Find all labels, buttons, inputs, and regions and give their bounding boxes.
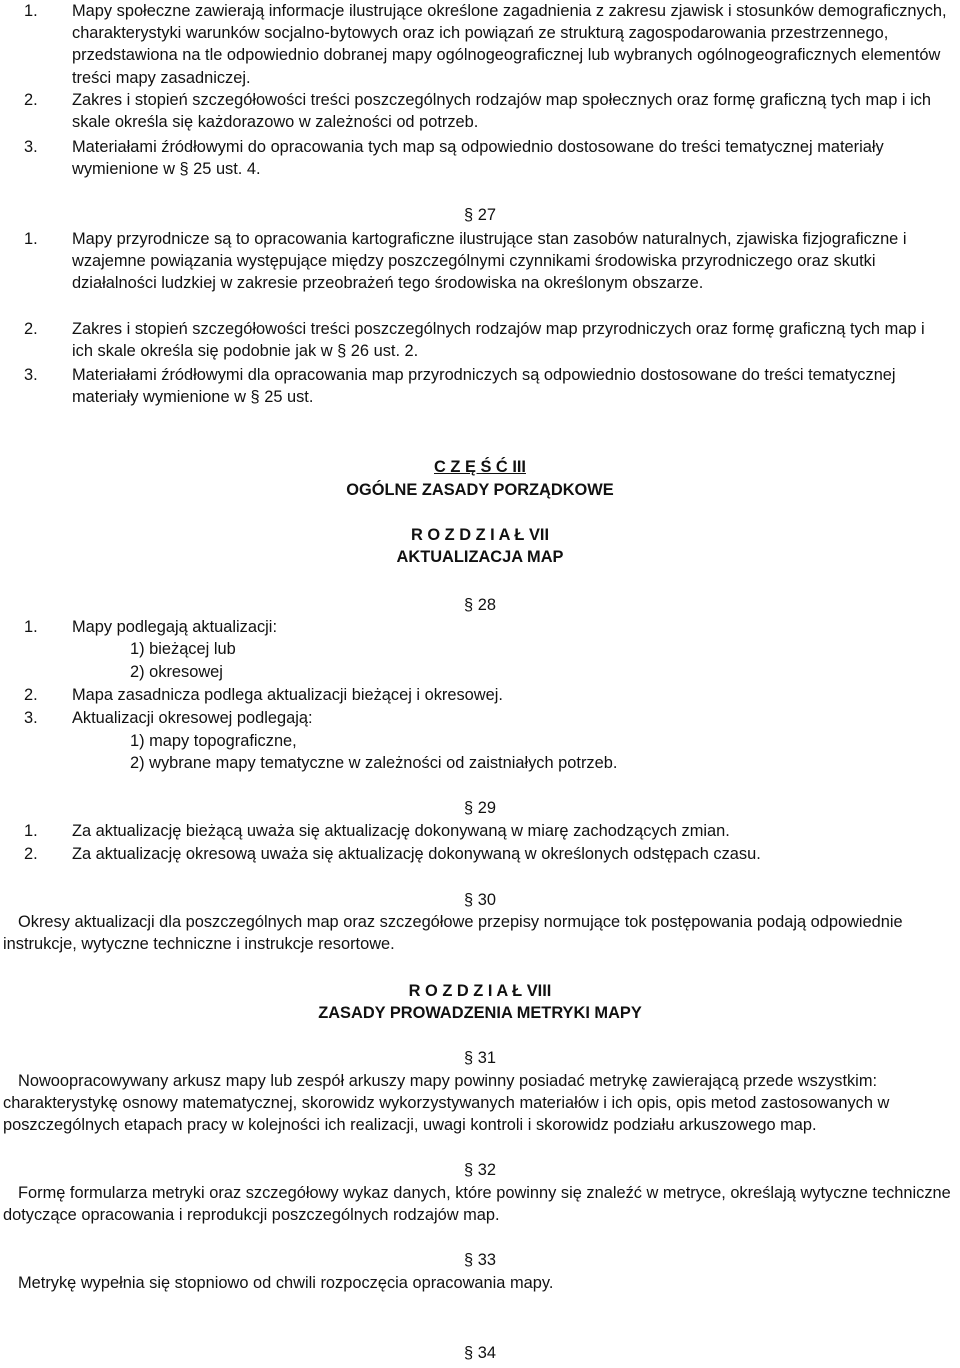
section-label-29: § 29 <box>464 799 496 817</box>
art32-paragraph: Formę formularza metryki oraz szczegółowy wykaz danych, które powinny się znaleźć w metryce, określają wytyczne techniczne dotyczące opracowania i reprodukcji poszczególnych rodzajów map. <box>3 1184 951 1225</box>
section-label-32: § 32 <box>464 1161 496 1179</box>
art28-item-1-sub-1: 1) bieżącej lub <box>130 640 236 658</box>
art30-paragraph: Okresy aktualizacji dla poszczególnych map oraz szczegółowe przepisy normujące tok postępowania podają odpowiednie instrukcje, wytyczne techniczne i instrukcje resortowe. <box>3 913 903 954</box>
chapter8-title: ZASADY PROWADZENIA METRYKI MAPY <box>318 1004 642 1022</box>
section-label-33: § 33 <box>464 1251 496 1269</box>
document-page: 1. Mapy społeczne zawierają informacje ilustrujące określone zagadnienia z zakresu zjawisk i stosunków demograficznych, charakterystyki warunków socjalno-bytowych oraz ich powiązań ze strukturą zagospodarowania przestrzennego, przedstawiona na tle odpowiednio dobranej mapy ogólnogeograficznej lub wybranych ogólnogeograficznych elementów treści mapy zasadniczej. 2. Zakres i stopień szczegółowości treści poszczególnych rodzajów map społecznych oraz formę graficzną tych map i ich skale określa się każdorazowo w zależności od potrzeb. 3. Materiałami źródłowymi do opracowania tych map są odpowiednio dostosowane do treści tematycznej materiały wymienione w § 25 ust. 4. § 27 1. Mapy przyrodnicze są to opracowania kartograficzne ilustrujące stan zasobów naturalnych, zjawiska fizjograficzne i wzajemne powiązania występujące między poszczególnymi czynnikami środowiska przyrodniczego oraz skutki działalności ludzkiej w zakresie przeobrażeń tego środowiska na określonym obszarze. 2. Zakres i stopień szczegółowości treści poszczególnych rodzajów map przyrodniczych oraz formę graficzną tych map i ich skale określa się podobnie jak w § 26 ust. 2. 3. Materiałami źródłowymi dla opracowania map przyrodniczych są odpowiednio dostosowane do treści tematycznej materiały wymienione w § 25 ust. C Z Ę Ś Ć III OGÓLNE ZASADY PORZĄDKOWE R O Z D Z I A Ł VII AKTUALIZACJA MAP § 28 1. Mapy podlegają aktualizacji: 1) bieżącej lub 2) okresowej 2. Mapa zasadnicza podlega aktualizacji bieżącej i okresowej. 3. Aktualizacji okresowej podlegają: 1) mapy topograficzne, 2) wybrane mapy tematyczne w zależności od zaistniałych potrzeb. § 29 1. Za aktualizację bieżącą uważa się aktualizację dokonywaną w miarę zachodzących zmian. 2. Za aktualizację okresową uważa się aktualizację dokonywaną w określonych odstępach czasu. § 30 Okresy aktualizacji dla poszczególnych map oraz szczegółowe przepisy normujące tok postępowania podają odpowiednie instrukcje, wytyczne techniczne i instrukcje resortowe. R O Z D Z I A Ł VIII ZASADY PROWADZENIA METRYKI MAPY § 31 Nowoopracowywany arkusz mapy lub zespół arkuszy mapy powinny posiadać metrykę zawierającą przede wszystkim: charakterystykę osnowy matematycznej, skorowidz wykorzystywanych materiałów i ich opis, opis metod zastosowanych w poszczególnych etapach pracy w kolejności ich realizacji, uwagi kontroli i skorowidz podziału arkuszowego map. § 32 Formę formularza metryki oraz szczegółowy wykaz danych, które powinny się znaleźć w metryce, określają wytyczne techniczne dotyczące opracowania i reprodukcji poszczególnych rodzajów map. § 33 Metrykę wypełnia się stopniowo od chwili rozpoczęcia opracowania mapy. § 34 <box>0 0 960 1368</box>
art28-item-3-sub-1: 1) mapy topograficzne, <box>130 732 297 750</box>
part-label: C Z Ę Ś Ć III <box>434 458 526 476</box>
chapter7-title: AKTUALIZACJA MAP <box>396 548 564 566</box>
section-label-34: § 34 <box>464 1344 496 1362</box>
section-label-31: § 31 <box>464 1049 496 1067</box>
art31-paragraph: Nowoopracowywany arkusz mapy lub zespół arkuszy mapy powinny posiadać metrykę zawierającą przede wszystkim: charakterystykę osnowy matematycznej, skorowidz wykorzystywanych materiałów i ich opis, opis metod zastosowanych w poszczególnych etapach pracy w kolejności ich realizacji, uwagi kontroli i skorowidz podziału arkuszowego map. <box>3 1072 890 1135</box>
art28-item-1-sub-2: 2) okresowej <box>130 663 223 681</box>
art28-item-3-sub-2: 2) wybrane mapy tematyczne w zależności od zaistniałych potrzeb. <box>130 754 618 772</box>
section-label-30: § 30 <box>464 891 496 909</box>
section-label-28: § 28 <box>464 596 496 614</box>
part-title: OGÓLNE ZASADY PORZĄDKOWE <box>346 481 614 499</box>
section-label-27: § 27 <box>464 206 496 224</box>
chapter8-label: R O Z D Z I A Ł VIII <box>408 982 552 1000</box>
art33-paragraph: Metrykę wypełnia się stopniowo od chwili rozpoczęcia opracowania mapy. <box>18 1274 554 1292</box>
chapter7-label: R O Z D Z I A Ł VII <box>410 526 550 544</box>
